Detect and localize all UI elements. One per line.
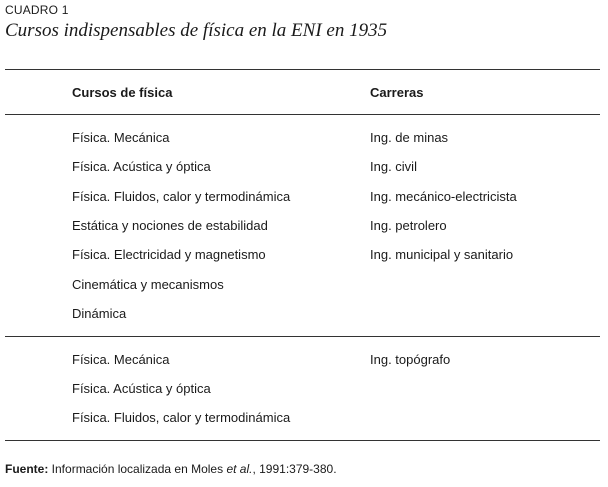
- group-2-course-3: Física. Fluidos, calor y termodinámica: [72, 410, 291, 425]
- group-1-course-6: Cinemática y mecanismos: [72, 277, 224, 292]
- source-label: Fuente:: [5, 462, 49, 476]
- table-label: CUADRO 1: [5, 3, 69, 17]
- table-title: Cursos indispensables de física en la ENI en 1935: [5, 20, 388, 41]
- group-2-career-1: Ing. topógrafo: [370, 352, 451, 367]
- group-divider-rule: [5, 336, 600, 337]
- group-1-course-7: Dinámica: [72, 306, 127, 321]
- header-rule: [5, 114, 600, 115]
- group-1-career-4: Ing. petrolero: [370, 218, 447, 233]
- group-2-course-2: Física. Acústica y óptica: [72, 381, 211, 396]
- group-1-career-1: Ing. de minas: [370, 130, 449, 145]
- group-2-course-1: Física. Mecánica: [72, 352, 170, 367]
- group-1-course-2: Física. Acústica y óptica: [72, 159, 211, 174]
- group-1-career-2: Ing. civil: [370, 159, 417, 174]
- source-text-before: Información localizada en Moles: [48, 462, 227, 476]
- group-1-course-4: Estática y nociones de estabilidad: [72, 218, 268, 233]
- header-careers: Carreras: [370, 85, 424, 100]
- group-1-career-5: Ing. municipal y sanitario: [370, 247, 514, 262]
- source-text-after: , 1991:379-380.: [252, 462, 337, 476]
- top-rule: [5, 69, 600, 70]
- group-1-course-5: Física. Electricidad y magnetismo: [72, 247, 266, 262]
- source-note: [5, 462, 337, 476]
- group-1-course-1: Física. Mecánica: [72, 130, 170, 145]
- group-1-course-3: Física. Fluidos, calor y termodinámica: [72, 189, 291, 204]
- header-courses: Cursos de física: [72, 85, 173, 100]
- group-1-career-3: Ing. mecánico-electricista: [370, 189, 517, 204]
- source-et-al: et al.: [226, 462, 253, 476]
- bottom-rule: [5, 440, 600, 441]
